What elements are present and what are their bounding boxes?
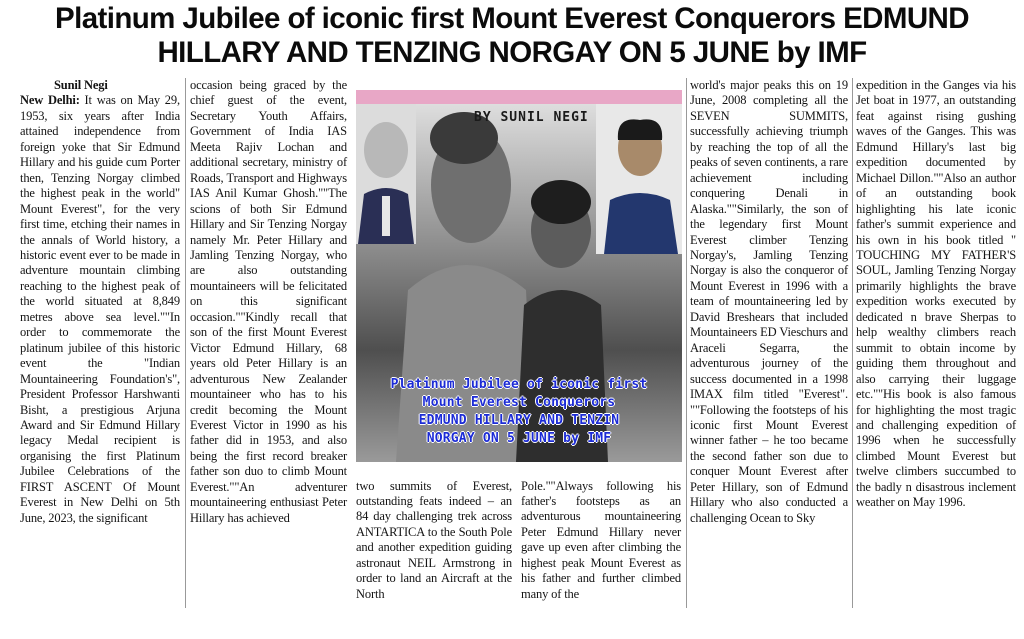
caption-line: EDMUND HILLARY AND TENZIN bbox=[418, 413, 620, 428]
column-5 bbox=[690, 78, 848, 526]
column-rule bbox=[686, 78, 687, 608]
column-5-text: world's major peaks this on 19 June, 2008 completing all the SEVEN SUMMITS, successfully achieving triumph by reaching the top of all the peaks of seven continents, a rare achievement including conquering Denali in Alaska.""Similarly, the son of the legendary first Mount Everest climber Tenzing Norgay's, Jamling Tenzing Norgay is also the conqueror of Mount Everest in 1996 with a team of mountaineering led by David Breshears that included Mountaineers ED Vieschurs and Araceli Segarra, the adventurous journey of the success documented in a 1998 IMAX film titled "Everest". ""Following the footsteps of his iconic first Mount Everest winner father – he too became the second father son due to conquer Mount Everest after Peter Hillary, son of Edmund Hillary who also conducted a challenging Ocean to Sky bbox=[690, 78, 848, 525]
column-4 bbox=[521, 466, 681, 615]
column-rule bbox=[185, 78, 186, 608]
column-6 bbox=[856, 78, 1016, 511]
column-4-text: Pole.""Always following his father's footsteps as an adventurous mountaineering Peter Edmund Hillary never gave up even after climbing the highest peak Mount Everest as his father and further climbed many of the bbox=[521, 478, 681, 601]
news-photo bbox=[356, 90, 682, 462]
caption-line: NORGAY ON 5 JUNE by IMF bbox=[426, 431, 612, 446]
caption-line: Mount Everest Conquerors bbox=[422, 395, 616, 410]
column-3 bbox=[356, 466, 512, 615]
byline: Sunil Negi bbox=[54, 78, 108, 92]
column-rule bbox=[852, 78, 853, 608]
dateline: New Delhi: bbox=[20, 93, 80, 108]
column-2 bbox=[190, 78, 347, 526]
headline-line-1: Platinum Jubilee of iconic first Mount Everest Conquerors EDMUND bbox=[55, 2, 969, 35]
headline bbox=[0, 2, 1024, 70]
column-1-text bbox=[20, 93, 180, 526]
column-6-text: expedition in the Ganges via his Jet boat in 1977, an outstanding feat against rising gushing waves of the Ganges. This was Edmund Hillary's last big expedition documented by Michael Dillon.""Also an author of an outstanding book highlighting his late iconic father's summit experience and his own in his book titled " TOUCHING MY FATHER'S SOUL, Jamling Tenzing Norgay primarily highlights the brave expedition works executed by dedicated n brave Sherpas to help wealthy climbers reach summit to obtain income by guiding them throughout and also carrying their luggage etc.""His book is also famous for highlighting the most tragic and challenging expedition of 1996 when he successfully climbed Mount Everest but twelve climbers succumbed to the badly n disastrous inclement weather on May 1996. bbox=[856, 78, 1016, 510]
column-1 bbox=[20, 78, 180, 526]
caption-line: Platinum Jubilee of iconic first bbox=[390, 377, 648, 392]
portrait-left bbox=[356, 104, 416, 244]
column-1-body: It was on May 29, 1953, six years after India attained independence from foreign yoke that Sir Edmund Hillary and his guide cum Porter then, Tenzing Norgay climbed the highest peak in the world" Mount Everest", for the very first time, etching their names in the annals of World history, a historic event ever to be made in adventure mountain climbing reaching to the highest peak of the world situated at 8,849 metres above sea level.""In order to commemorate the platinum jubilee of this historic event the "Indian Mountaineering Foundation's", President Professor Harshwanti Bisht, a prestigious Arjuna Award and Sir Edmund Hillary legacy Medal recipient is organising the first Platinum Jubilee Celebrations of the FIRST ASCENT Of Mount Everest in New Delhi on 5th June, 2023, the significant bbox=[20, 93, 180, 525]
column-3-text: two summits of Everest, outstanding feats indeed – an 84 day challenging trek across ANTARTICA to the South Pole and another expedition guiding astronaut NEIL Armstrong in order to land an Aircraft at the North bbox=[356, 478, 512, 601]
photo-credit: BY SUNIL NEGI bbox=[474, 110, 589, 125]
portrait-right bbox=[596, 104, 682, 254]
column-2-text: occasion being graced by the chief guest of the event, Secretary Youth Affairs, Government of India IAS Meeta Rajiv Lochan and additional secretary, ministry of Roads, Transport and Highways IAS Anil Kumar Ghosh.""The scions of both Sir Edmund Hillary and Sir Tenzing Norgay namely Mr. Peter Hillary and Jamling Tenzing Norgay, who are also outstanding mountaineers will be felicitated on this significant occasion.""Kindly recall that son of the first Mount Everest Victor Edmund Hillary, 68 years old Peter Hillary is an adventurous New Zealander mountaineer who has to his credit becoming the Mount Everest Victor in 1990 as his father did in 1953, and also being the first record breaker father son duo to climb Mount Everest.""An adventurer mountaineering enthusiast Peter Hillary has achieved bbox=[190, 78, 347, 525]
photo-caption bbox=[360, 376, 678, 448]
headline-line-2: HILLARY AND TENZING NORGAY ON 5 JUNE by IMF bbox=[157, 36, 867, 69]
